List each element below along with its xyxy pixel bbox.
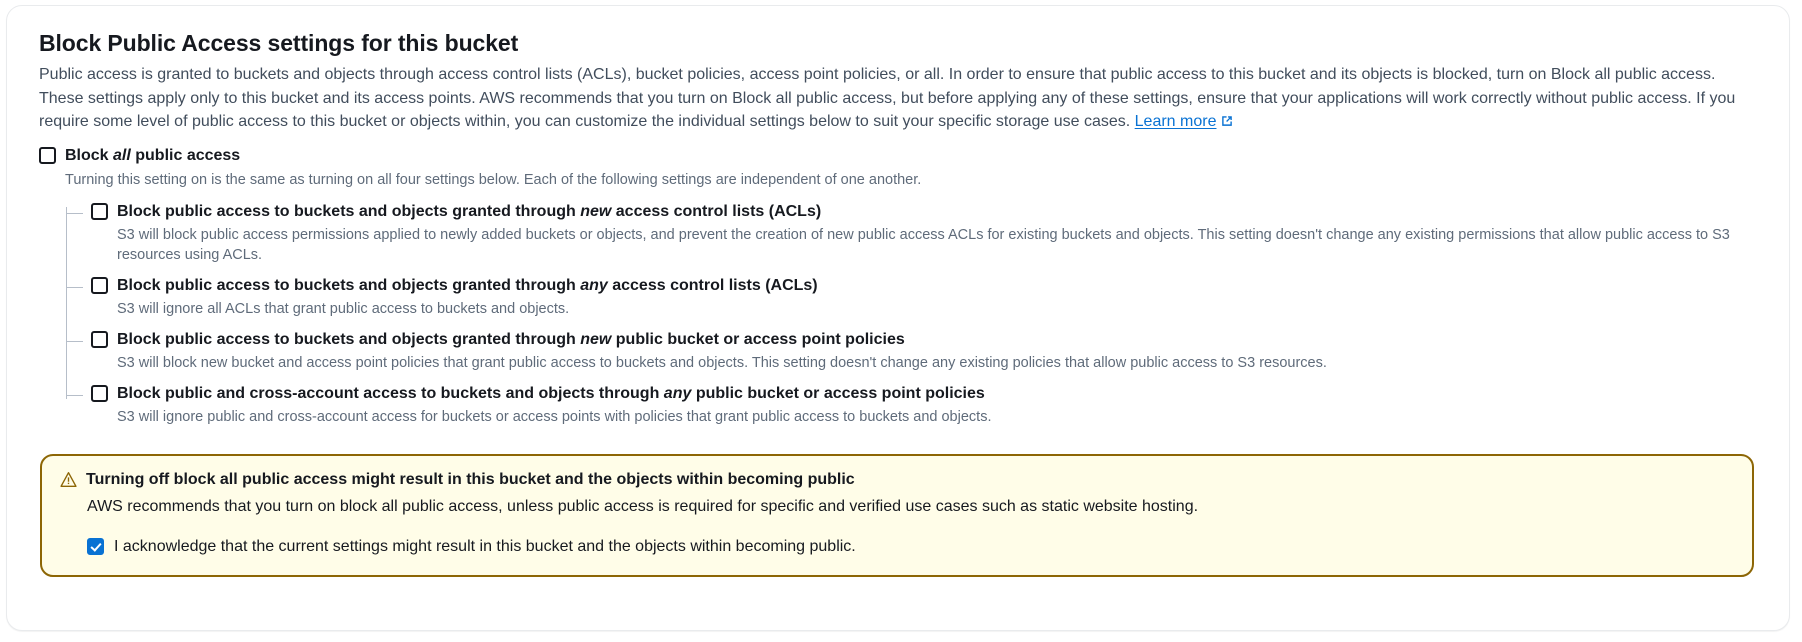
tree-branch-line <box>66 341 83 342</box>
tree-spine-line <box>66 207 67 399</box>
label-text-after: access control lists (ACLs) <box>611 202 822 220</box>
label-emphasis: new <box>580 330 612 348</box>
label-text-before: Block public access to buckets and objects granted through <box>117 276 581 294</box>
panel-description <box>39 63 1751 136</box>
block-any-policies-checkbox[interactable] <box>91 385 108 402</box>
block-all-public-access-row[interactable] <box>39 147 1759 166</box>
tree-branch-line <box>66 395 83 396</box>
panel-description-text: Public access is granted to buckets and objects through access control lists (ACLs), bucket policies, access point policies, or all. In order to ensure that public access to this bucket and its objects is blocked, turn on Block all public access. These settings apply only to this bucket and its access points. AWS recommends that you turn on Block all public access, but before applying any of these settings, ensure that your applications will work correctly without public access. If you require some level of public access to this bucket or objects within, you can customize the individual settings below to suit your specific storage use cases. <box>39 66 1736 130</box>
block-new-acls-label[interactable] <box>117 202 821 221</box>
acknowledge-label[interactable]: I acknowledge that the current settings might result in this bucket and the objects within becoming public. <box>114 537 856 555</box>
setting-block-any-acls <box>91 277 1759 319</box>
warning-triangle-icon <box>60 471 77 493</box>
block-any-acls-checkbox[interactable] <box>91 277 108 294</box>
alert-body: AWS recommends that you turn on block all public access, unless public access is required for specific and verified use cases such as static website hosting. <box>87 497 1199 515</box>
setting-block-any-policies <box>91 385 1759 427</box>
block-new-policies-label[interactable] <box>117 330 905 349</box>
block-all-public-access-checkbox[interactable] <box>39 147 56 164</box>
label-text-before: Block public access to buckets and objects granted through <box>117 330 581 348</box>
label-text-before: Block public and cross-account access to buckets and objects through <box>117 384 664 402</box>
label-text-after: public access <box>130 146 241 164</box>
acknowledgement-row[interactable] <box>87 537 1734 557</box>
label-emphasis: any <box>663 384 692 402</box>
block-new-acls-checkbox[interactable] <box>91 203 108 220</box>
label-emphasis: all <box>113 146 131 164</box>
tree-branch-line <box>66 213 83 214</box>
tree-branch-line <box>66 287 83 288</box>
block-new-policies-description: S3 will block new bucket and access point policies that grant public access to buckets and objects. This setting doesn't change any existing policies that allow public access to S3 resources. <box>117 354 1327 371</box>
block-any-policies-description: S3 will ignore public and cross-account access for buckets or access points with policies that grant public access to buckets and objects. <box>117 408 992 425</box>
learn-more-label: Learn more <box>1134 113 1217 130</box>
external-link-icon <box>1220 112 1234 136</box>
label-text-after: public bucket or access point policies <box>691 384 985 402</box>
setting-row[interactable] <box>91 203 1759 222</box>
block-any-policies-label[interactable] <box>117 384 985 403</box>
block-all-public-access-description: Turning this setting on is the same as turning on all four settings below. Each of the following settings are independent of one another. <box>65 171 922 188</box>
label-text-after: public bucket or access point policies <box>611 330 905 348</box>
label-text-before: Block <box>65 146 114 164</box>
setting-block-new-policies <box>91 331 1759 373</box>
setting-row[interactable] <box>91 385 1759 404</box>
sub-settings-list <box>66 203 1759 427</box>
block-any-acls-label[interactable] <box>117 276 818 295</box>
setting-row[interactable] <box>91 331 1759 350</box>
label-text-after: access control lists (ACLs) <box>607 276 818 294</box>
setting-block-new-acls <box>91 203 1759 265</box>
page-title: Block Public Access settings for this bucket <box>39 30 519 56</box>
block-all-public-access-label[interactable] <box>65 146 240 165</box>
block-new-policies-checkbox[interactable] <box>91 331 108 348</box>
block-new-acls-description: S3 will block public access permissions applied to newly added buckets or objects, and prevent the creation of new public access ACLs for existing buckets and objects. This setting doesn't change any existing permissions that allow public access to S3 resources using ACLs. <box>117 226 1730 263</box>
alert-header <box>60 470 1734 493</box>
block-any-acls-description: S3 will ignore all ACLs that grant public access to buckets and objects. <box>117 300 570 317</box>
public-access-warning-alert <box>40 454 1754 577</box>
block-public-access-panel <box>6 5 1790 631</box>
label-emphasis: new <box>580 202 612 220</box>
acknowledge-checkbox[interactable] <box>87 538 104 555</box>
learn-more-link[interactable] <box>1135 113 1235 130</box>
alert-title: Turning off block all public access might result in this bucket and the objects within becoming public <box>86 470 855 488</box>
setting-row[interactable] <box>91 277 1759 296</box>
label-text-before: Block public access to buckets and objects granted through <box>117 202 581 220</box>
label-emphasis: any <box>580 276 608 294</box>
